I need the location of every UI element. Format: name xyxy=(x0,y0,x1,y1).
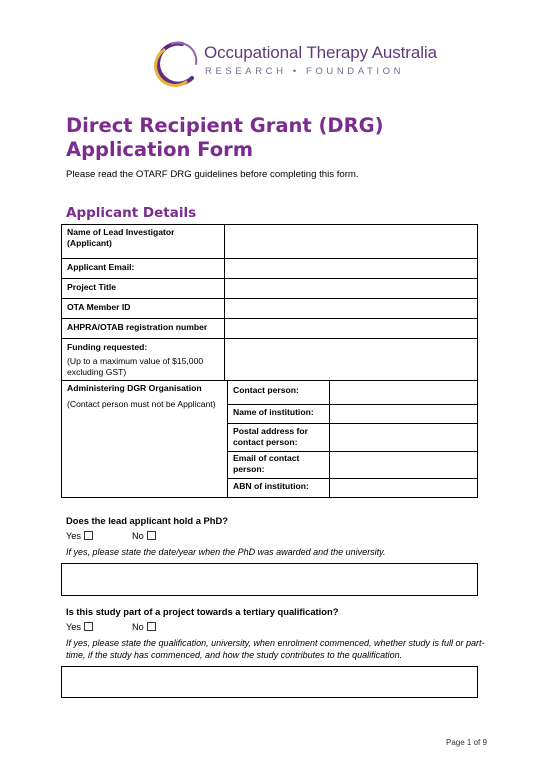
intro-text: Please read the OTARF DRG guidelines before completing this form. xyxy=(66,169,359,180)
ahpra-field[interactable] xyxy=(226,320,476,337)
logo-name: Occupational Therapy Australia xyxy=(204,43,437,62)
funding-label: Funding requested: xyxy=(67,342,148,352)
tertiary-no-label: No xyxy=(132,622,144,632)
ahpra-label: AHPRA/OTAB registration number xyxy=(67,322,208,332)
tertiary-instruction: If yes, please state the qualification, university, when enrolment commenced, whether study is full or part-time, if the study has commenced, and how the study contributes to the qualification. xyxy=(66,638,485,660)
applicant-email-label: Applicant Email: xyxy=(67,262,135,272)
tertiary-no-option[interactable] xyxy=(132,622,156,632)
abn-field[interactable] xyxy=(331,480,476,496)
tertiary-yes-option[interactable] xyxy=(66,622,93,632)
foundation-logo xyxy=(152,38,437,90)
contact-person-label: Contact person: xyxy=(233,385,299,395)
phd-no-option[interactable] xyxy=(132,531,156,541)
applicant-email-field[interactable] xyxy=(226,260,476,277)
institution-name-field[interactable] xyxy=(331,406,476,422)
abn-label: ABN of institution: xyxy=(233,481,309,491)
project-title-label: Project Title xyxy=(67,282,117,292)
lead-investigator-label: Name of Lead Investigator (Applicant) xyxy=(67,227,175,248)
phd-yes-option[interactable] xyxy=(66,531,93,541)
funding-field[interactable] xyxy=(226,340,476,379)
phd-question: Does the lead applicant hold a PhD? xyxy=(66,515,229,526)
section-title: Applicant Details xyxy=(66,205,197,221)
dgr-label: Administering DGR Organisation xyxy=(67,383,202,393)
ring-logo-icon xyxy=(152,38,200,90)
phd-no-label: No xyxy=(132,531,144,541)
logo-subtitle: RESEARCH • FOUNDATION xyxy=(205,66,405,77)
tertiary-yes-label: Yes xyxy=(66,622,81,632)
tertiary-yes-checkbox[interactable] xyxy=(84,622,93,631)
lead-investigator-field[interactable] xyxy=(226,226,476,257)
ota-member-id-field[interactable] xyxy=(226,300,476,317)
ota-member-id-label: OTA Member ID xyxy=(67,302,131,312)
postal-address-label: Postal address for contact person: xyxy=(233,426,308,447)
phd-yes-label: Yes xyxy=(66,531,81,541)
project-title-field[interactable] xyxy=(226,280,476,297)
contact-email-field[interactable] xyxy=(331,453,476,477)
dgr-note: (Contact person must not be Applicant) xyxy=(67,399,216,409)
contact-email-label: Email of contact person: xyxy=(233,453,300,474)
phd-answer-box[interactable] xyxy=(61,563,478,596)
page-number: Page 1 of 9 xyxy=(446,738,487,747)
phd-instruction: If yes, please state the date/year when the PhD was awarded and the university. xyxy=(66,547,386,557)
document-title: Direct Recipient Grant (DRG) Application Form xyxy=(66,114,384,161)
phd-no-checkbox[interactable] xyxy=(147,531,156,540)
tertiary-no-checkbox[interactable] xyxy=(147,622,156,631)
contact-person-field[interactable] xyxy=(331,382,476,403)
applicant-details-table xyxy=(61,224,478,498)
phd-yes-checkbox[interactable] xyxy=(84,531,93,540)
tertiary-question: Is this study part of a project towards a tertiary qualification? xyxy=(66,606,339,617)
tertiary-answer-box[interactable] xyxy=(61,666,478,698)
institution-name-label: Name of institution: xyxy=(233,407,314,417)
funding-note: (Up to a maximum value of $15,000 excluding GST) xyxy=(67,356,204,377)
postal-address-field[interactable] xyxy=(331,425,476,450)
